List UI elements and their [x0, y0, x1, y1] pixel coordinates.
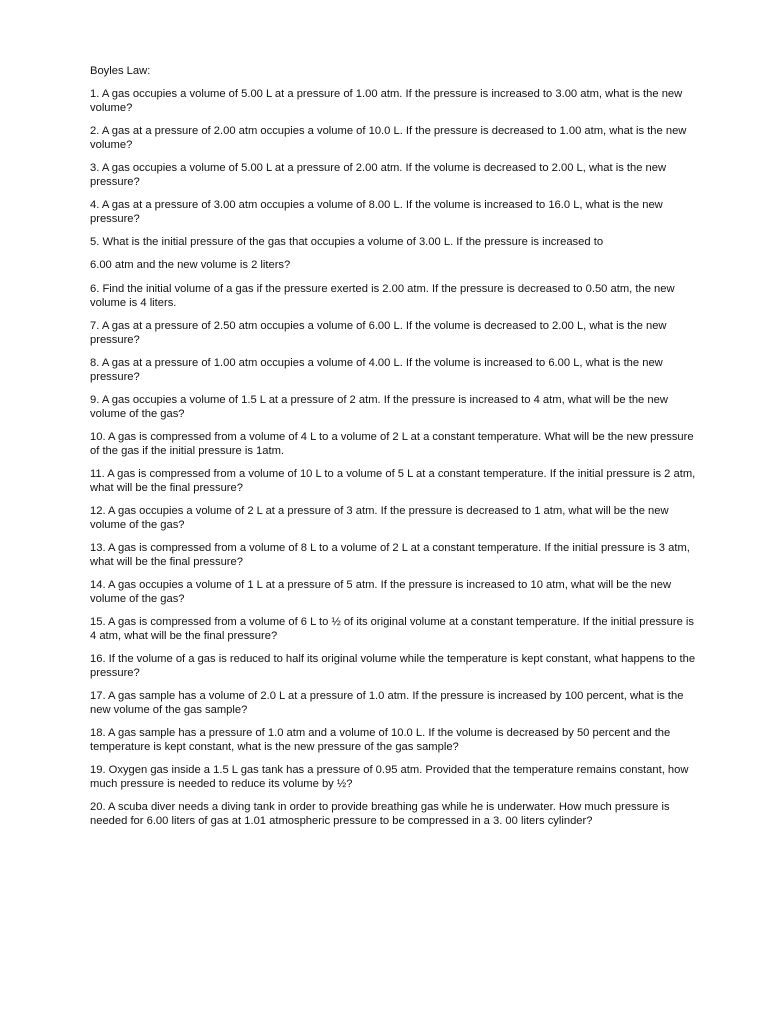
- question-6: 6. Find the initial volume of a gas if the pressure exerted is 2.00 atm. If the pressure is decreased to 0.50 atm, the new volume is 4 liters.: [90, 282, 675, 309]
- question-11: 11. A gas is compressed from a volume of 10 L to a volume of 5 L at a constant temperature. If the initial pressure is 2 atm, what will be the final pressure?: [90, 467, 696, 494]
- question-9: 9. A gas occupies a volume of 1.5 L at a pressure of 2 atm. If the pressure is increased to 4 atm, what will be the new volume of the gas?: [90, 393, 668, 420]
- question-1: 1. A gas occupies a volume of 5.00 L at a pressure of 1.00 atm. If the pressure is increased to 3.00 atm, what is the new volume?: [90, 87, 683, 114]
- question-2: 2. A gas at a pressure of 2.00 atm occupies a volume of 10.0 L. If the pressure is decreased to 1.00 atm, what is the new volume?: [90, 124, 687, 151]
- question-10: 10. A gas is compressed from a volume of 4 L to a volume of 2 L at a constant temperature. What will be the new pressure of the gas if the initial pressure is 1atm.: [90, 430, 694, 457]
- question-3: 3. A gas occupies a volume of 5.00 L at a pressure of 2.00 atm. If the volume is decreased to 2.00 L, what is the new pressure?: [90, 161, 667, 188]
- question-15: 15. A gas is compressed from a volume of 6 L to ½ of its original volume at a constant temperature. If the initial pressure is 4 atm, what will be the final pressure?: [90, 615, 695, 642]
- document-title: Boyles Law:: [90, 65, 151, 77]
- question-17: 17. A gas sample has a volume of 2.0 L at a pressure of 1.0 atm. If the pressure is increased by 100 percent, what is the new volume of the gas sample?: [90, 689, 684, 716]
- question-7: 7. A gas at a pressure of 2.50 atm occupies a volume of 6.00 L. If the volume is decreased to 2.00 L, what is the new pressure?: [90, 319, 667, 346]
- question-5-line-1: 5. What is the initial pressure of the gas that occupies a volume of 3.00 L. If the pressure is increased to: [90, 235, 604, 248]
- question-19: 19. Oxygen gas inside a 1.5 L gas tank has a pressure of 0.95 atm. Provided that the temperature remains constant, how much pressure is needed to reduce its volume by ½?: [90, 763, 689, 790]
- question-13: 13. A gas is compressed from a volume of 8 L to a volume of 2 L at a constant temperature. If the initial pressure is 3 atm, what will be the final pressure?: [90, 541, 690, 568]
- document-page: [90, 64, 698, 837]
- question-18: 18. A gas sample has a pressure of 1.0 atm and a volume of 10.0 L. If the volume is decreased by 50 percent and the temperature is kept constant, what is the new pressure of the gas sample?: [90, 726, 671, 753]
- question-12: 12. A gas occupies a volume of 2 L at a pressure of 3 atm. If the pressure is decreased to 1 atm, what will be the new volume of the gas?: [90, 504, 669, 531]
- question-20: 20. A scuba diver needs a diving tank in order to provide breathing gas while he is underwater. How much pressure is needed for 6.00 liters of gas at 1.01 atmospheric pressure to be compressed in a 3. 00 liters cylinder?: [90, 800, 670, 827]
- question-14: 14. A gas occupies a volume of 1 L at a pressure of 5 atm. If the pressure is increased to 10 atm, what will be the new volume of the gas?: [90, 578, 672, 605]
- question-5-line-2: 6.00 atm and the new volume is 2 liters?: [90, 259, 291, 271]
- question-16: 16. If the volume of a gas is reduced to half its original volume while the temperature is kept constant, what happens to the pressure?: [90, 652, 696, 679]
- question-8: 8. A gas at a pressure of 1.00 atm occupies a volume of 4.00 L. If the volume is increased to 6.00 L, what is the new pressure?: [90, 356, 663, 383]
- question-4: 4. A gas at a pressure of 3.00 atm occupies a volume of 8.00 L. If the volume is increased to 16.0 L, what is the new pressure?: [90, 198, 663, 225]
